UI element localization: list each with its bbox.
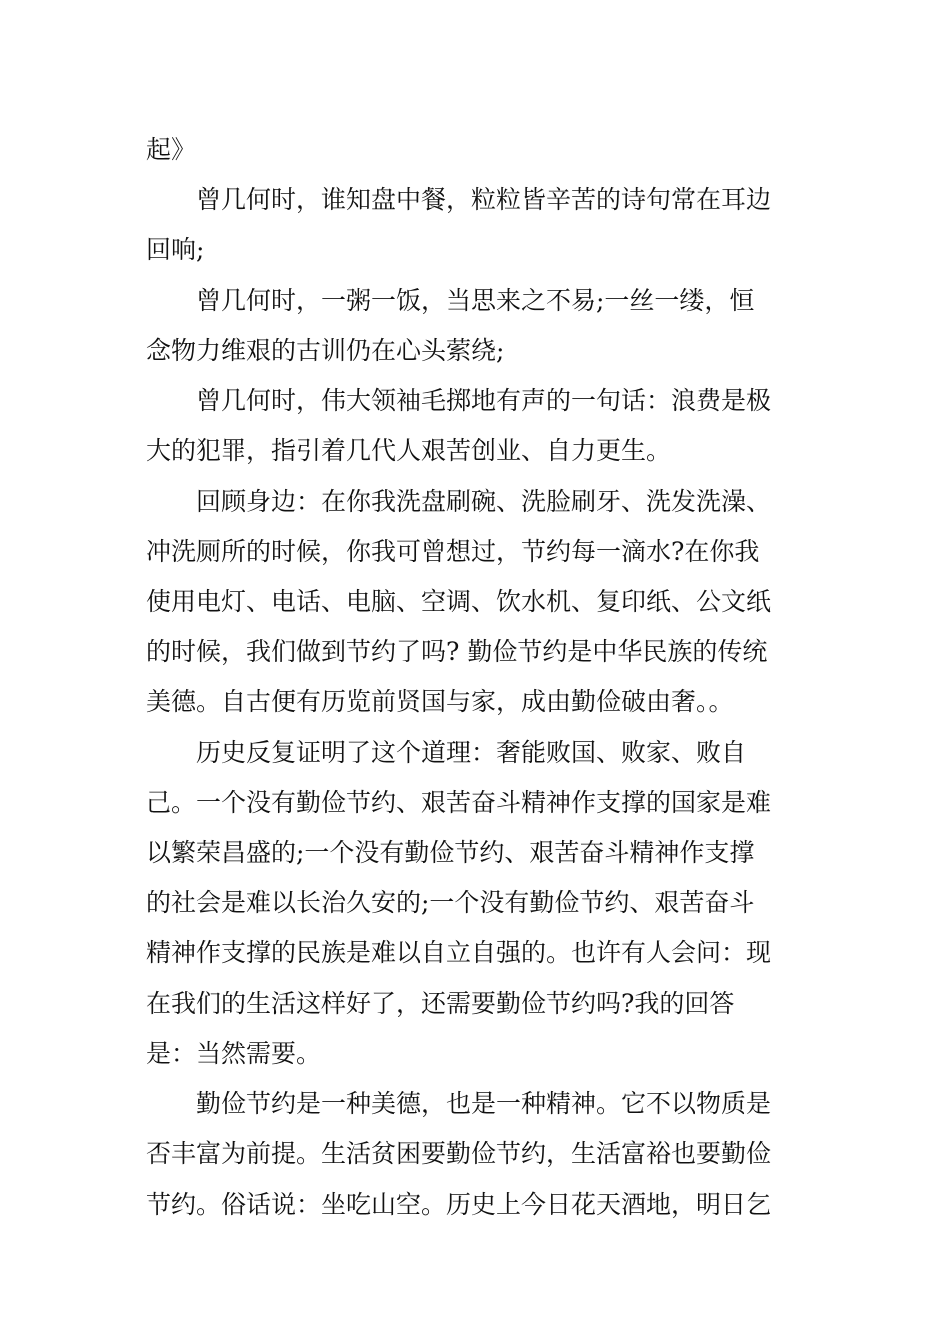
text-line: 使用电灯、电话、电脑、空调、饮水机、复印纸、公文纸 (146, 587, 772, 616)
paragraph-start-line: 曾几何时，一粥一饭，当思来之不易;一丝一缕，恒 (196, 286, 755, 315)
text-line: 是：当然需要。 (146, 1039, 322, 1068)
text-line: 在我们的生活这样好了，还需要勤俭节约吗?我的回答 (146, 989, 735, 1018)
text-line: 以繁荣昌盛的;一个没有勤俭节约、艰苦奋斗精神作支撑 (146, 838, 755, 867)
text-line: 冲洗厕所的时候，你我可曾想过，节约每一滴水?在你我 (146, 537, 760, 566)
paragraph-start-line: 回顾身边：在你我洗盘刷碗、洗脸刷牙、洗发洗澡、 (196, 487, 772, 516)
text-line: 回响; (146, 235, 205, 264)
text-line: 否丰富为前提。生活贫困要勤俭节约，生活富裕也要勤俭 (146, 1139, 772, 1168)
text-line: 的社会是难以长治久安的;一个没有勤俭节约、艰苦奋斗 (146, 888, 755, 917)
text-line: 的时候，我们做到节约了吗? 勤俭节约是中华民族的传统 (146, 637, 768, 666)
text-line: 精神作支撑的民族是难以自立自强的。也许有人会问：现 (146, 938, 772, 967)
text-line: 念物力维艰的古训仍在心头萦绕; (146, 336, 505, 365)
text-line: 己。一个没有勤俭节约、艰苦奋斗精神作支撑的国家是难 (146, 788, 772, 817)
text-line: 大的犯罪，指引着几代人艰苦创业、自力更生。 (146, 436, 672, 465)
paragraph-start-line: 历史反复证明了这个道理：奢能败国、败家、败自 (196, 738, 747, 767)
paragraph-start-line: 勤俭节约是一种美德，也是一种精神。它不以物质是 (196, 1089, 772, 1118)
paragraph-start-line: 曾几何时，伟大领袖毛掷地有声的一句话：浪费是极 (196, 386, 772, 415)
paragraph-start-line: 曾几何时，谁知盘中餐，粒粒皆辛苦的诗句常在耳边 (196, 185, 772, 214)
text-line: 美德。自古便有历览前贤国与家，成由勤俭破由奢。。 (146, 687, 734, 716)
text-line: 起》 (146, 135, 197, 164)
text-line: 节约。俗话说：坐吃山空。历史上今日花天酒地，明日乞 (146, 1190, 772, 1219)
